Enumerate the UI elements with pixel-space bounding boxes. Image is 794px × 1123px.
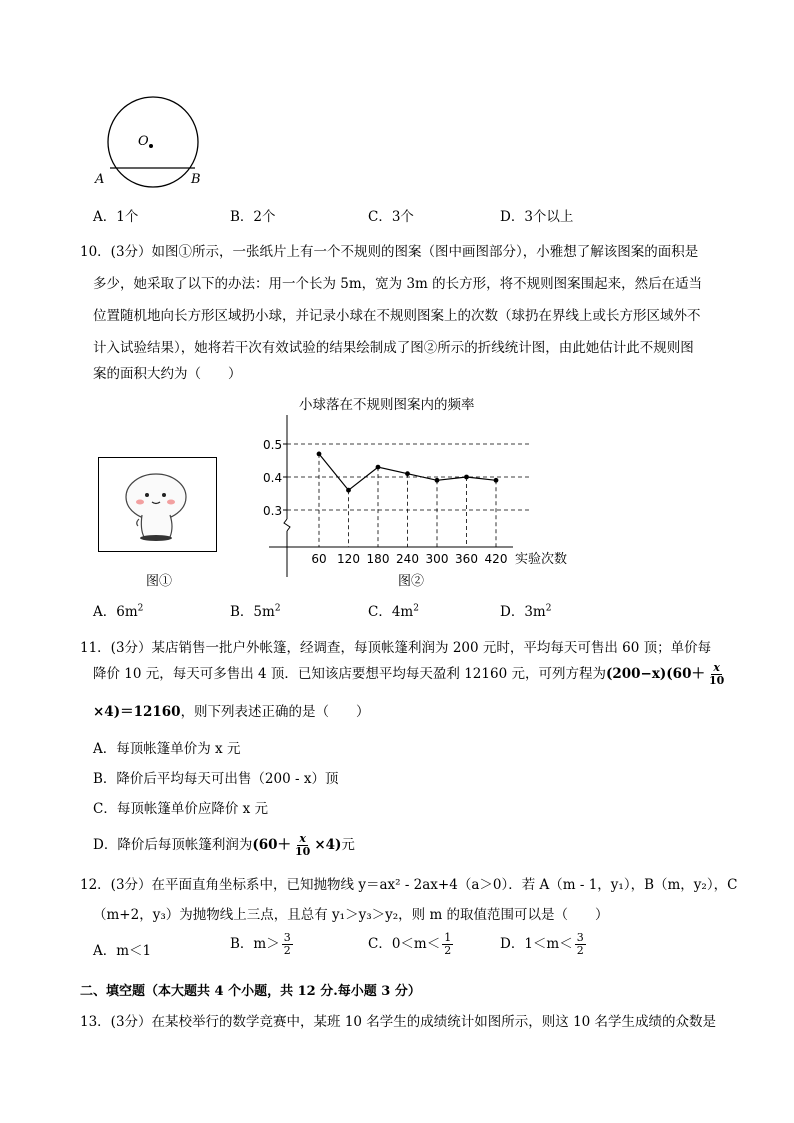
x-tick-label: 300 (425, 552, 449, 566)
q12-option-c-fraction (442, 932, 453, 957)
q12-option-d-num: 3 (576, 931, 584, 944)
q10-line-3: 位置随机地向长方形区域扔小球，并记录小球在不规则图案上的次数（球扔在界线上或长方形区域外不 (93, 308, 701, 324)
q12-option-c-num: 1 (444, 931, 452, 944)
q10-option-a[interactable] (93, 600, 143, 620)
q9-option-b[interactable]: B．2个 (230, 209, 276, 225)
q12-option-b[interactable] (230, 932, 295, 957)
point-label-a: A (95, 172, 105, 187)
q11-fraction-den: 10 (708, 674, 725, 687)
q12-option-d-fraction (575, 932, 586, 957)
q12-option-c-den: 2 (444, 944, 452, 957)
q11-option-d-eq-start: (60＋ (252, 837, 292, 853)
q12-option-c[interactable] (368, 932, 455, 957)
q12-option-b-num: 3 (283, 931, 291, 944)
q11-equation-start: (200−x)(60＋ (605, 666, 705, 682)
q9-option-c[interactable]: C．3个 (368, 209, 414, 225)
q12-option-c-text: C．0＜m＜ (368, 936, 441, 952)
q12-option-d-den: 2 (576, 944, 584, 957)
y-tick-label: 0.4 (263, 471, 283, 485)
figure-1-rectangle (98, 457, 218, 553)
q11-option-d-fraction (293, 833, 312, 858)
data-point-120 (346, 488, 351, 493)
q10-option-c-sup: 2 (413, 603, 419, 614)
x-axis-label: 实验次数 (515, 552, 568, 567)
q12-option-b-den: 2 (283, 944, 291, 957)
frequency-line-chart (255, 395, 585, 580)
q11-line-2-text: 降价 10 元，每天可多售出 4 顶．已知该店要想平均每天盈利 12160 元，可列方程为 (93, 666, 606, 682)
axis-break-mark (284, 519, 290, 531)
x-tick-label: 180 (366, 552, 390, 566)
q11-option-d[interactable] (93, 833, 355, 858)
x-tick-label: 240 (396, 552, 419, 566)
q10-line-5: 案的面积大约为（ ） (93, 366, 242, 382)
x-tick-label: 420 (484, 552, 508, 566)
q10-option-d-text: D．3m (500, 604, 546, 620)
data-point-60 (317, 452, 322, 457)
q12-line-1: 12．(3分）在平面直角坐标系中，已知抛物线 y＝ax² - 2ax+4（a＞0）．若 A（m - 1，y₁），B（m，y₂），C (80, 877, 738, 893)
section-heading: 二、填空题（本大题共 4 个小题，共 12 分.每小题 3 分） (80, 984, 421, 999)
y-tick-label: 0.5 (263, 438, 283, 452)
q9-option-a[interactable]: A．1个 (93, 209, 139, 225)
data-point-180 (376, 465, 381, 470)
q11-option-d-frac-den: 10 (295, 845, 311, 858)
q11-fraction (707, 662, 726, 687)
q11-fraction-num: x (713, 661, 720, 674)
q12-option-b-text: B．m＞ (230, 936, 280, 952)
q10-option-b-text: B．5m (230, 604, 275, 620)
q12-option-a[interactable]: A．m＜1 (93, 943, 152, 959)
q10-option-b[interactable] (230, 600, 281, 620)
point-label-b: B (191, 172, 201, 187)
q10-option-d[interactable] (500, 600, 551, 620)
figure-2-label: 图② (398, 574, 425, 589)
data-point-240 (405, 471, 410, 476)
q11-option-d-unit: 元 (341, 837, 355, 853)
q11-line-2 (93, 662, 728, 687)
center-label-o: O (138, 134, 149, 149)
q10-line-1: 10．(3分）如图①所示，一张纸片上有一个不规则的图案（图中画图部分），小雅想了解该图案的面积是 (80, 244, 699, 260)
q10-option-a-sup: 2 (137, 603, 144, 614)
q12-line-2: （m+2，y₃）为抛物线上三点，且总有 y₁＞y₃＞y₂，则 m 的取值范围可以是（ ） (93, 907, 609, 923)
q12-option-d-text: D．1＜m＜ (500, 936, 573, 952)
q11-line-1: 11．(3分）某店销售一批户外帐篷，经调查，每顶帐篷利润为 200 元时，平均每天可售出 60 顶；单价每 (80, 640, 712, 656)
q10-line-2: 多少，她采取了以下的办法：用一个长为 5m，宽为 3m 的长方形，将不规则图案围起来，然后在适当 (93, 276, 703, 292)
x-tick-label: 120 (337, 552, 360, 566)
x-tick-label: 360 (455, 552, 478, 566)
q12-option-d[interactable] (500, 932, 588, 957)
q10-option-d-sup: 2 (545, 603, 552, 614)
q11-option-d-text: D．降价后每顶帐篷利润为 (93, 837, 253, 853)
data-point-360 (464, 475, 469, 480)
q10-option-c-text: C．4m (368, 604, 414, 620)
q11-option-d-frac-num: x (299, 832, 306, 845)
data-point-300 (435, 478, 440, 483)
q11-line-3 (93, 700, 370, 720)
q10-option-a-text: A．6m (93, 604, 138, 620)
q10-option-c[interactable] (368, 600, 419, 620)
y-tick-label: 0.3 (263, 504, 283, 518)
x-tick-label: 60 (311, 552, 327, 566)
q13-line-1: 13．(3分）在某校举行的数学竞赛中，某班 10 名学生的成绩统计如图所示，则这 10 名学生成绩的众数是 (80, 1014, 717, 1030)
q10-option-b-sup: 2 (274, 603, 281, 614)
q12-option-b-fraction (282, 932, 293, 957)
q11-equation-end: ×4)＝12160 (93, 704, 181, 720)
data-point-420 (494, 478, 499, 483)
chart-title: 小球落在不规则图案内的频率 (299, 397, 475, 413)
q11-option-a[interactable]: A．每顶帐篷单价为 x 元 (93, 741, 241, 757)
q11-option-b[interactable]: B．降价后平均每天可出售（200 - x）顶 (93, 771, 339, 787)
q11-line-3-text: ，则下列表述正确的是（ ） (180, 704, 370, 720)
q10-line-4: 计入试验结果），她将若干次有效试验的结果绘制成了图②所示的折线统计图，由此她估计此不规则图 (93, 340, 694, 356)
figure-1-label: 图① (146, 574, 173, 589)
q9-option-d[interactable]: D．3个以上 (500, 209, 574, 225)
q11-option-d-eq-end: ×4) (314, 837, 342, 853)
q11-option-c[interactable]: C．每顶帐篷单价应降价 x 元 (93, 801, 269, 817)
